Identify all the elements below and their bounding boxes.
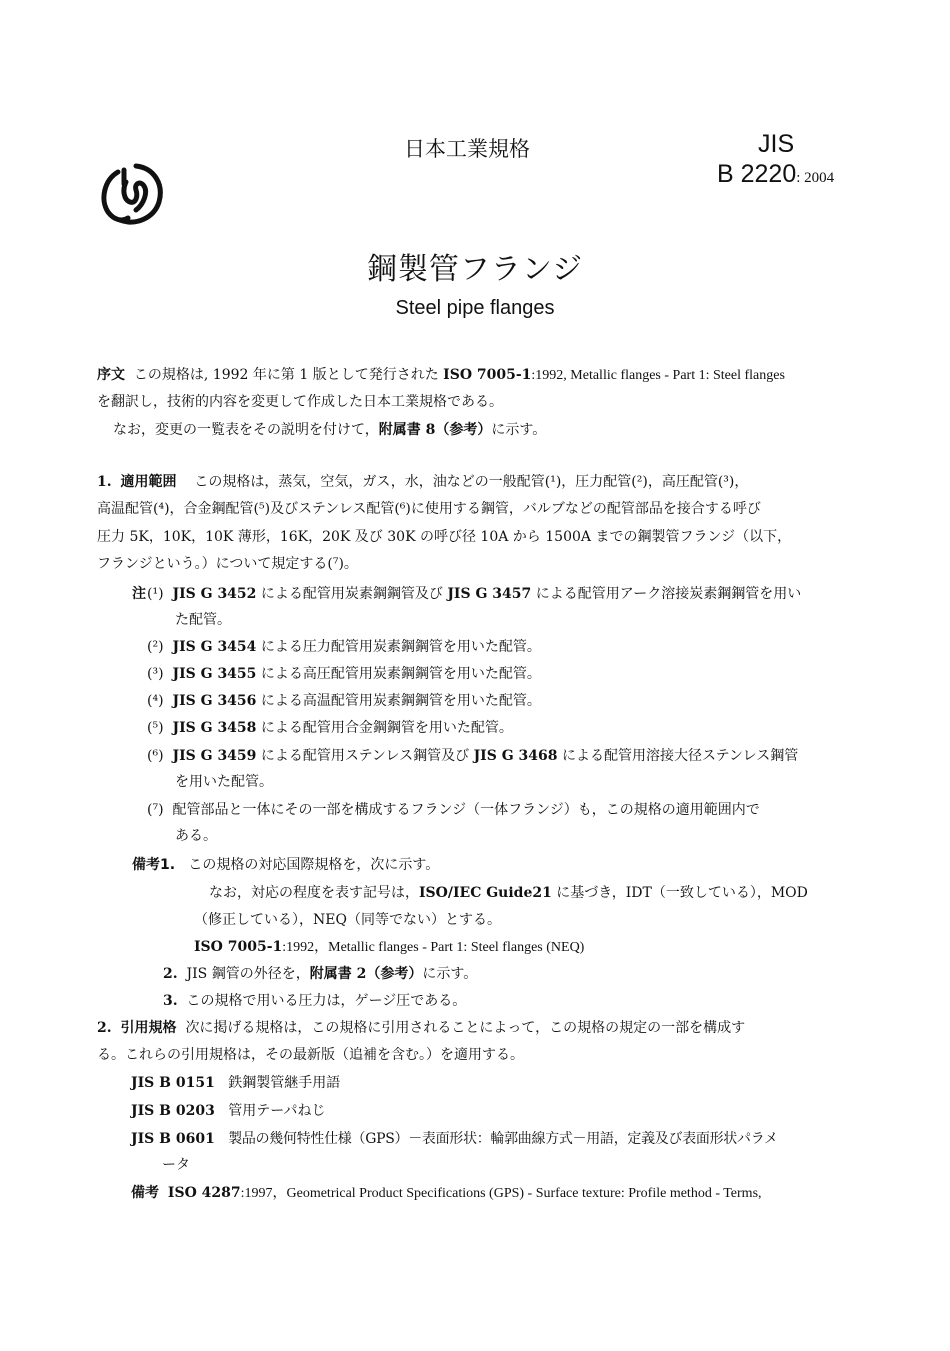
- remark-1-line-3: （修正している），NEQ（同等でない）とする。: [194, 912, 501, 928]
- jis-label: JIS: [758, 130, 795, 158]
- organization-name: 日本工業規格: [404, 137, 530, 161]
- section-1-title: 適用範囲: [120, 474, 177, 490]
- reference-item: JIS B 0203 管用テーパねじ: [131, 1103, 326, 1119]
- reference-item: JIS B 0151 鉄鋼製管継手用語: [131, 1075, 341, 1091]
- standard-number: [717, 160, 834, 189]
- note-label: 注: [132, 586, 146, 602]
- note-3: (³) JIS G 3455 による高圧配管用炭素鋼鋼管を用いた配管。: [147, 666, 541, 682]
- section-1-line-2: 高温配管(⁴)，合金鋼配管(⁵)及びステンレス配管(⁶)に使用する鋼管，バルブなどの配管部品を接合する呼び: [97, 501, 761, 517]
- document-title-en: Steel pipe flanges: [395, 297, 555, 319]
- reference-item-cont: ータ: [162, 1157, 190, 1173]
- reference-item: JIS B 0601 製品の幾何特性仕様（GPS）－表面形状：輪郭曲線方式－用語，定義及び表面形状パラメ: [131, 1131, 778, 1147]
- section-1-number: 1.: [97, 474, 112, 490]
- jis-mark-icon: [96, 160, 166, 230]
- document-title-ja: 鋼製管フランジ: [366, 252, 584, 287]
- remark-label: 備考1.: [132, 857, 176, 873]
- section-2-line-2: る。これらの引用規格は，その最新版（追補を含む。）を適用する。: [97, 1047, 524, 1063]
- standard-code: B 2220: [717, 160, 797, 188]
- note-1: (¹) JIS G 3452 による配管用炭素鋼鋼管及び JIS G 3457 による配管用アーク溶接炭素鋼鋼管を用い: [147, 586, 802, 602]
- note-2: (²) JIS G 3454 による圧力配管用炭素鋼鋼管を用いた配管。: [147, 639, 541, 655]
- remark-3: 3. この規格で用いる圧力は，ゲージ圧である。: [163, 993, 467, 1009]
- remark-1-line-2: なお，対応の程度を表す記号は，ISO/IEC Guide21 に基づき，IDT（一致している），MOD: [209, 885, 808, 901]
- remark-2: 2. JIS 鋼管の外径を，附属書 2（参考）に示す。: [163, 966, 478, 982]
- note-7: (⁷) 配管部品と一体にその一部を構成するフランジ（一体フランジ）も，この規格の適用範囲内で: [147, 802, 760, 818]
- preface-line-3: なお，変更の一覧表をその説明を付けて，附属書 8（参考）に示す。: [113, 422, 547, 438]
- note-1-cont: た配管。: [175, 612, 231, 628]
- note-4: (⁴) JIS G 3456 による高温配管用炭素鋼鋼管を用いた配管。: [147, 693, 541, 709]
- note-5: (⁵) JIS G 3458 による配管用合金鋼鋼管を用いた配管。: [147, 720, 513, 736]
- section-2-number: 2.: [97, 1020, 112, 1036]
- section-1-heading: 1. 適用範囲 この規格は，蒸気，空気，ガス，水，油などの一般配管(¹)，圧力配管(²)，高圧配管(³)，: [97, 474, 749, 490]
- preface-line-1: 序文 この規格は, 1992 年に第 1 版として発行された ISO 7005-1:1992, Metallic flanges - Part 1: Steel flanges: [97, 367, 785, 383]
- section-2-remark: 備考 ISO 4287:1997，Geometrical Product Specifications (GPS) - Surface texture: Profile method - Terms,: [131, 1185, 762, 1201]
- preface-label: 序文: [97, 367, 125, 383]
- note-7-cont: ある。: [175, 828, 217, 844]
- remark-1: 備考1. この規格の対応国際規格を，次に示す。: [132, 857, 440, 873]
- section-2-heading: 2. 引用規格 次に掲げる規格は，この規格に引用されることによって，この規格の規定の一部を構成す: [97, 1020, 746, 1036]
- section-1-line-3: 圧力 5K，10K，10K 薄形，16K，20K 及び 30K の呼び径 10A から 1500A までの鋼製管フランジ（以下，: [97, 529, 792, 545]
- note-6-cont: を用いた配管。: [175, 774, 273, 790]
- note-6: (⁶) JIS G 3459 による配管用ステンレス鋼管及び JIS G 3468 による配管用溶接大径ステンレス鋼管: [147, 748, 799, 764]
- preface-line-2: を翻訳し，技術的内容を変更して作成した日本工業規格である。: [97, 394, 503, 410]
- section-1-line-4: フランジという。）について規定する(⁷)。: [97, 556, 358, 572]
- standard-year: : 2004: [796, 170, 835, 186]
- remark-1-iso: ISO 7005-1:1992，Metallic flanges - Part 1: Steel flanges (NEQ): [194, 939, 585, 955]
- section-2-title: 引用規格: [120, 1020, 177, 1036]
